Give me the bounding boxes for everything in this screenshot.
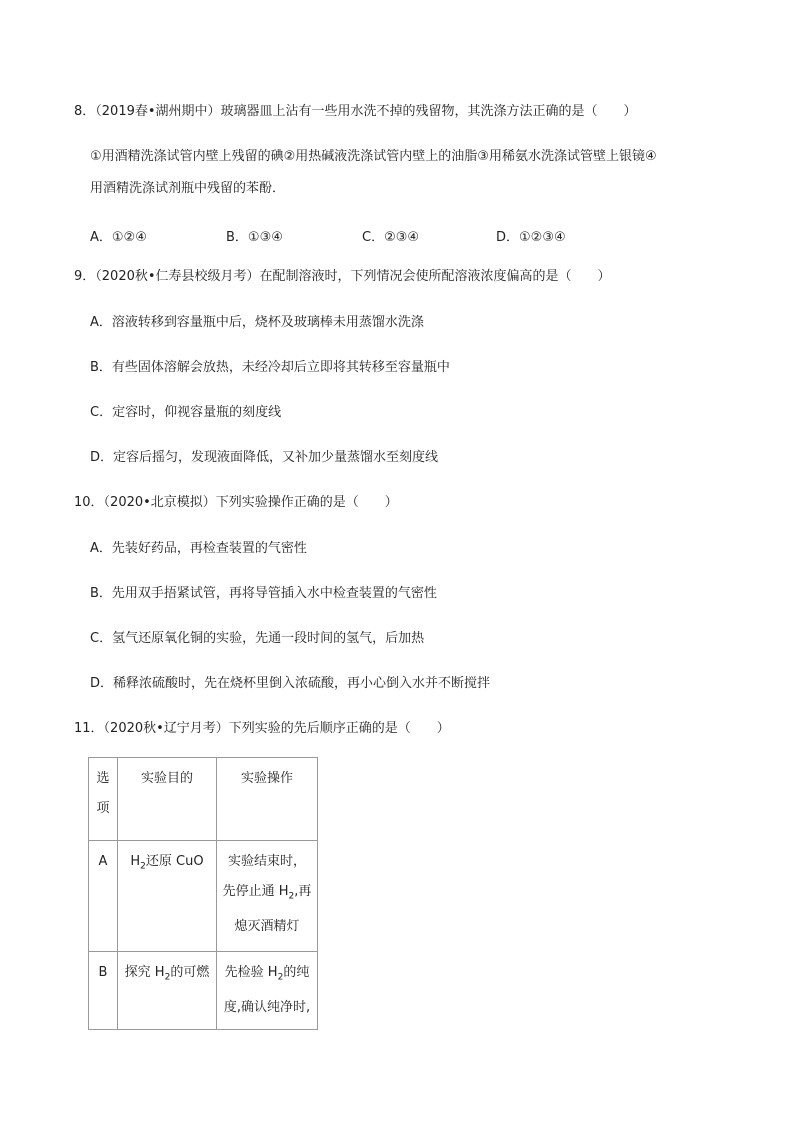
header-option-cell: 选 项 <box>89 758 118 841</box>
row-b-option: B <box>89 952 118 1030</box>
q8-choices <box>90 226 730 244</box>
q8-option-b[interactable]: B．①③④ <box>226 230 283 245</box>
q8-option-c[interactable]: C．②③④ <box>362 230 420 245</box>
header-operation-cell: 实验操作 <box>217 758 318 841</box>
row-a-operation: 实验结束时， 先停止通 $H_2$,再 熄灭酒精灯 <box>217 841 318 952</box>
row-a-purpose: $H_2$还原 CuO <box>118 841 217 952</box>
q11-stem: 11．（2020秋•辽宁月考）下列实验的先后顺序正确的是（ ） <box>74 721 450 736</box>
q9-option-a[interactable]: A．溶液转移到容量瓶中后，烧杯及玻璃棒未用蒸馏水洗涤 <box>90 315 424 330</box>
q9-option-c[interactable]: C．定容时，仰视容量瓶的刻度线 <box>90 405 282 420</box>
q10-option-d[interactable]: D．稀释浓硫酸时，先在烧杯里倒入浓硫酸，再小心倒入水并不断搅拌 <box>90 676 491 691</box>
q8-body-line2: 用酒精洗涤试剂瓶中残留的苯酚． <box>90 181 286 196</box>
q9-option-d[interactable]: D．定容后摇匀，发现液面降低，又补加少量蒸馏水至刻度线 <box>90 450 439 465</box>
q8-option-d[interactable]: D．①②③④ <box>496 230 566 245</box>
q8-option-a[interactable]: A．①②④ <box>90 230 147 245</box>
table-row <box>89 952 318 1030</box>
row-b-operation: 先检验 $H_2$的纯 度,确认纯净时, <box>217 952 318 1030</box>
q8-body-line1: ①用酒精洗涤试管内壁上残留的碘②用热碱液洗涤试管内壁上的油脂③用稀氨水洗涤试管壁上银镜④ <box>90 149 657 164</box>
q10-option-c[interactable]: C．氢气还原氧化铜的实验，先通一段时间的氢气，后加热 <box>90 631 425 646</box>
q9-stem: 9．（2020秋•仁寿县校级月考）在配制溶液时，下列情况会使所配溶液浓度偏高的是（ ） <box>74 269 611 284</box>
q10-stem: 10．（2020•北京模拟）下列实验操作正确的是（ ） <box>74 495 398 510</box>
table-header-row <box>89 758 318 841</box>
q9-option-b[interactable]: B．有些固体溶解会放热，未经冷却后立即将其转移至容量瓶中 <box>90 360 450 375</box>
q10-option-b[interactable]: B．先用双手捂紧试管，再将导管插入水中检查装置的气密性 <box>90 586 437 601</box>
row-b-purpose: 探究 $H_2$的可燃 <box>118 952 217 1030</box>
row-a-option: A <box>89 841 118 952</box>
header-purpose-cell: 实验目的 <box>118 758 217 841</box>
q10-option-a[interactable]: A．先装好药品，再检查装置的气密性 <box>90 541 307 556</box>
q11-table <box>88 757 318 1030</box>
q8-stem: 8．（2019春•湖州期中）玻璃器皿上沾有一些用水洗不掉的残留物，其洗涤方法正确的是（ ） <box>74 104 637 119</box>
table-row <box>89 841 318 952</box>
